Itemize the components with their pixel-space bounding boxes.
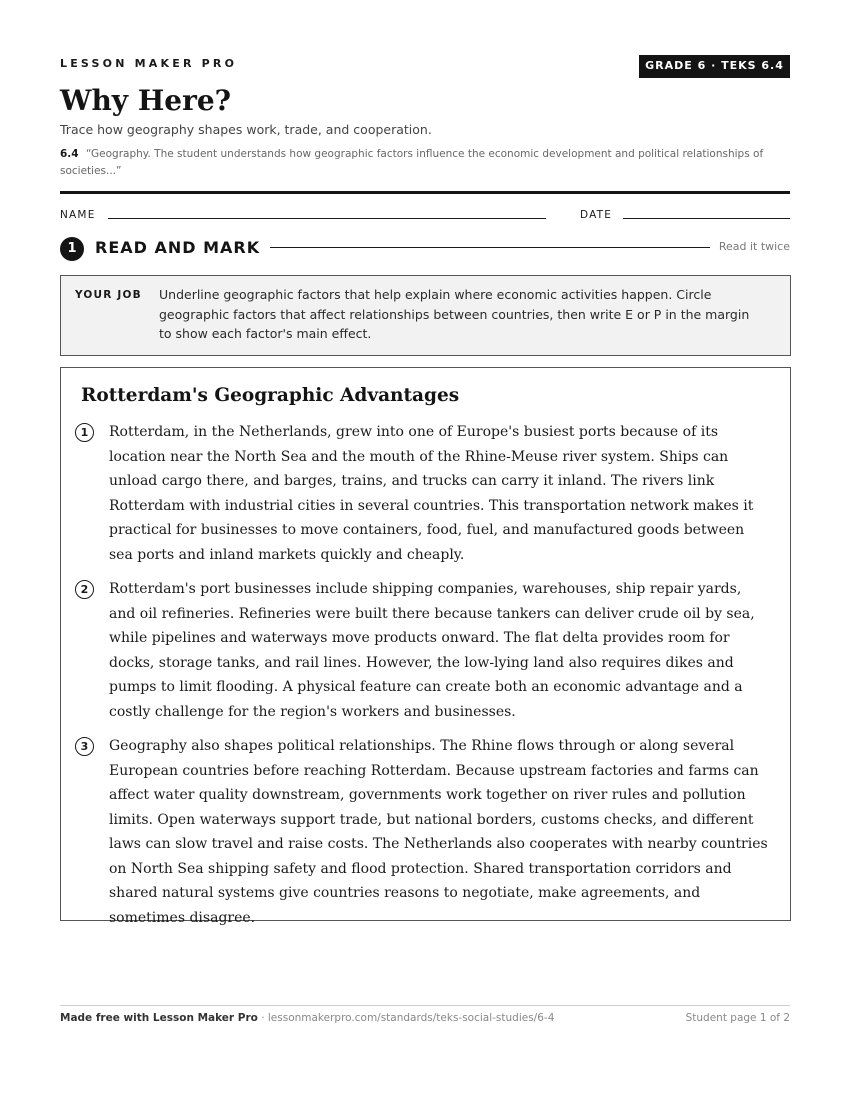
footer-url[interactable]: · lessonmakerpro.com/standards/teks-social-studies/6-4: [257, 1012, 555, 1024]
paragraph-text: Rotterdam's port businesses include shipping companies, warehouses, ship repair yards, and oil refineries. Refineries were built there because tankers can deliver crude oil by sea, while pipelines and waterways move products onward. The flat delta provides room for docks, storage tanks, and rail lines. However, the low-lying land also requires dikes and pumps to limit flooding. A physical feature can create both an economic advantage and a costly challenge for the region's workers and businesses.: [109, 581, 755, 720]
job-text: Underline geographic factors that help explain where economic activities happen. Circle geographic factors that affect relationships between countries, then write E or P in the margin to show each factor's main effect.: [159, 287, 750, 341]
name-label: NAME: [60, 209, 96, 221]
paragraph-number: 2: [75, 580, 94, 599]
job-instructions-box: [60, 275, 791, 356]
date-field[interactable]: [623, 218, 790, 219]
job-label: YOUR JOB: [75, 289, 142, 301]
section-title: READ AND MARK: [95, 238, 261, 257]
standard-code: 6.4: [60, 148, 79, 160]
name-field[interactable]: [108, 218, 546, 219]
paragraph-text: Geography also shapes political relationships. The Rhine flows through or along several European countries before reaching Rotterdam. Because upstream factories and farms can affect water quality downstream, governments work together on river rules and pollution limits. Open waterways support trade, but national borders, customs checks, and different laws can slow travel and raise costs. The Netherlands also cooperates with nearby countries on North Sea shipping safety and flood protection. Shared transportation corridors and shared natural systems give countries reasons to negotiate, make agreements, and sometimes disagree.: [109, 738, 768, 926]
standard-statement: [60, 146, 795, 180]
footer-page-number: Student page 1 of 2: [685, 1012, 790, 1024]
paragraph-text: Rotterdam, in the Netherlands, grew into one of Europe's busiest ports because of its location near the North Sea and the mouth of the Rhine-Meuse river system. Ships can unload cargo there, and barges, trains, and trucks can carry it inland. The rivers link Rotterdam with industrial cities in several countries. This transportation network makes it practical for businesses to move containers, food, fuel, and manufactured goods between sea ports and inland markets quickly and cheaply.: [109, 424, 754, 563]
page-subtitle: Trace how geography shapes work, trade, and cooperation.: [60, 122, 432, 137]
section-note: Read it twice: [718, 240, 790, 253]
footer-made-with: Made free with Lesson Maker Pro: [60, 1012, 258, 1024]
paragraph-number: 3: [75, 737, 94, 756]
reading-title: Rotterdam's Geographic Advantages: [81, 385, 460, 406]
footer-divider: [60, 1005, 790, 1006]
brand-name: LESSON MAKER PRO: [60, 57, 238, 70]
date-label: DATE: [580, 209, 613, 221]
page-title: Why Here?: [60, 84, 232, 117]
section-number-badge: 1: [60, 237, 84, 261]
footer-credit: [60, 1012, 554, 1024]
paragraph-number: 1: [75, 423, 94, 442]
section-rule: [270, 247, 710, 248]
reading-passage: [60, 367, 791, 926]
grade-badge: GRADE 6 · TEKS 6.4: [639, 55, 790, 78]
standard-text: “Geography. The student understands how geographic factors influence the economic development and political relationships of societies...”: [60, 148, 764, 177]
header-divider: [60, 191, 790, 194]
